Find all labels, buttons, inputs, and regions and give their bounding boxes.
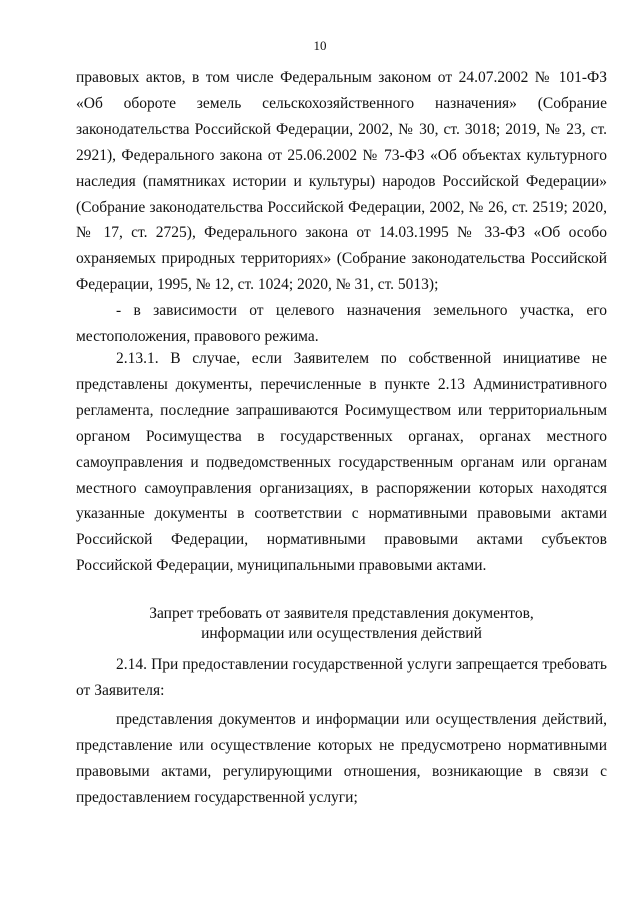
page-number: 10 xyxy=(313,38,327,53)
section-heading-line-2: информации или осуществления действий xyxy=(201,625,482,642)
paragraph-legal-acts: правовых актов, в том числе Федеральным законом от 24.07.2002 № 101-ФЗ «Об обороте земель сельскохозяйственного назначения» (Собрание законодательства Российской Федерации, 2002, № 30, ст. 3018; 2019, № 23, ст. 2921), Федерального закона от 25.06.2002 № 73-ФЗ «Об объектах культурного наследия (памятниках истории и культуры) народов Российской Федерации» (Собрание законодательства Российской Федерации, 2002, № 26, ст. 2519; 2020, № 17, ст. 2725), Федерального закона от 14.03.1995 № 33-ФЗ «Об особо охраняемых природных территориях» (Собрание законодательства Российской Федерации, 1995, № 12, ст. 1024; 2020, № 31, ст. 5013); xyxy=(76,69,607,294)
section-heading-line-1: Запрет требовать от заявителя представления документов, xyxy=(149,605,534,622)
text-block-2-13-1 xyxy=(76,346,607,579)
paragraph-prohibition-item: представления документов и информации или осуществления действий, представление или осуществление которых не предусмотрено нормативными правовыми актами, регулирующими отношения, возникающие в связи с предоставлением государственной услуги; xyxy=(76,710,607,806)
paragraph-land-purpose: - в зависимости от целевого назначения земельного участка, его местоположения, правового режима. xyxy=(76,302,607,346)
text-block-2-14 xyxy=(76,652,607,810)
text-block-upper xyxy=(76,65,607,350)
paragraph-2-14: 2.14. При предоставлении государственной услуги запрещается требовать от Заявителя: xyxy=(76,656,607,699)
section-heading xyxy=(76,604,607,644)
paragraph-2-13-1: 2.13.1. В случае, если Заявителем по собственной инициативе не представлены документы, перечисленные в пункте 2.13 Административного регламента, последние запрашиваются Росимуществом или территориальным органом Росимущества в государственных органах, органах местного самоуправления и подведомственных государственным органам или органам местного самоуправления организациях, в распоряжении которых находятся указанные документы в соответствии с нормативными правовыми актами Российской Федерации, нормативными правовыми актами субъектов Российской Федерации, муниципальными правовыми актами. xyxy=(76,350,607,575)
